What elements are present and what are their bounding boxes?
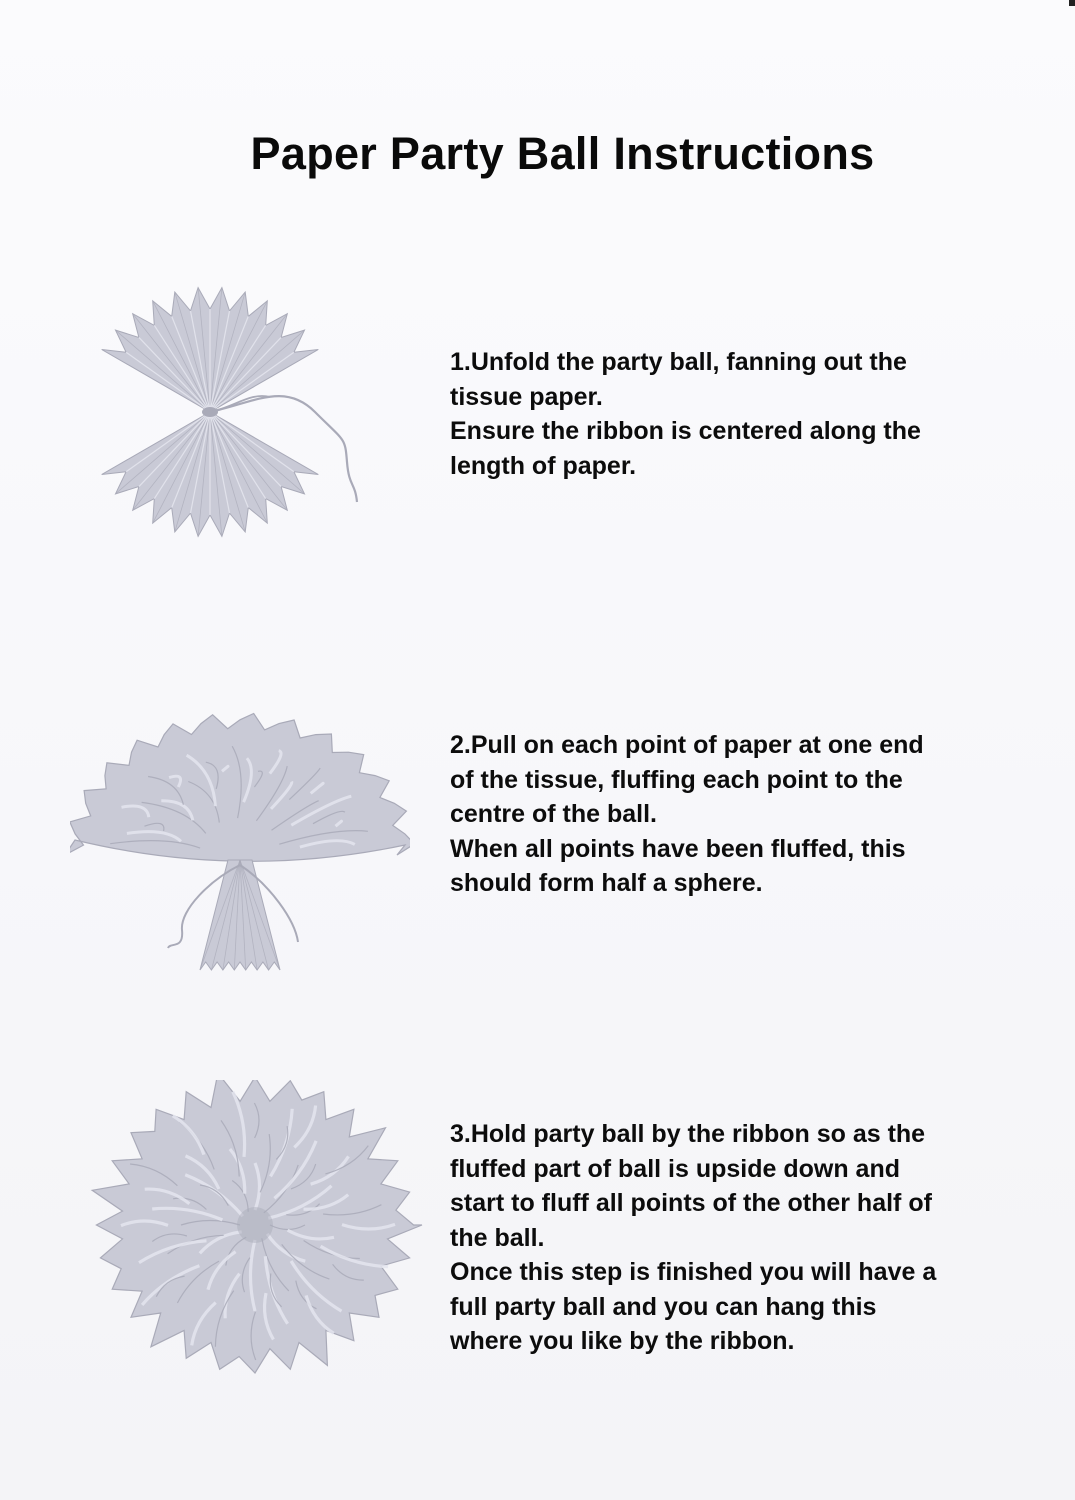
step-3-line: 3.Hold party ball by the ribbon so as the — [450, 1120, 926, 1148]
step-2-line: 2.Pull on each point of paper at one end — [450, 731, 924, 759]
step-3-line: the ball. — [450, 1223, 545, 1252]
step-3-line: fluffed part of ball is upside down and — [450, 1154, 900, 1183]
step-1-line: 1.Unfold the party ball, fanning out the — [450, 348, 907, 376]
page-title: Paper Party Ball Instructions — [250, 128, 875, 179]
step-1-line: tissue paper. — [450, 382, 603, 411]
step-1-line: length of paper. — [450, 451, 637, 480]
step-2-line: When all points have been fluffed, this — [450, 834, 906, 863]
step-1-line: Ensure the ribbon is centered along the — [450, 417, 921, 445]
step-2-line: of the tissue, fluffing each point to the — [450, 765, 903, 794]
step-3-line: full party ball and you can hang this — [450, 1292, 877, 1321]
step-2-text — [450, 728, 924, 901]
step-3-line: start to fluff all points of the other half of — [450, 1189, 932, 1217]
step-3-text — [450, 1117, 936, 1359]
half-sphere-tissue-icon — [70, 680, 410, 980]
full-pom-pom-ball-icon — [90, 1080, 430, 1380]
step-3-line: Once this step is finished you will have a — [450, 1258, 937, 1286]
step-2-line: should form half a sphere. — [450, 869, 763, 897]
step-2-line: centre of the ball. — [450, 800, 657, 828]
folded-tissue-fan-icon — [85, 262, 405, 562]
step-1-text — [450, 345, 921, 483]
scan-corner-mark — [1069, 0, 1075, 6]
step-3-line: where you like by the ribbon. — [450, 1327, 795, 1355]
